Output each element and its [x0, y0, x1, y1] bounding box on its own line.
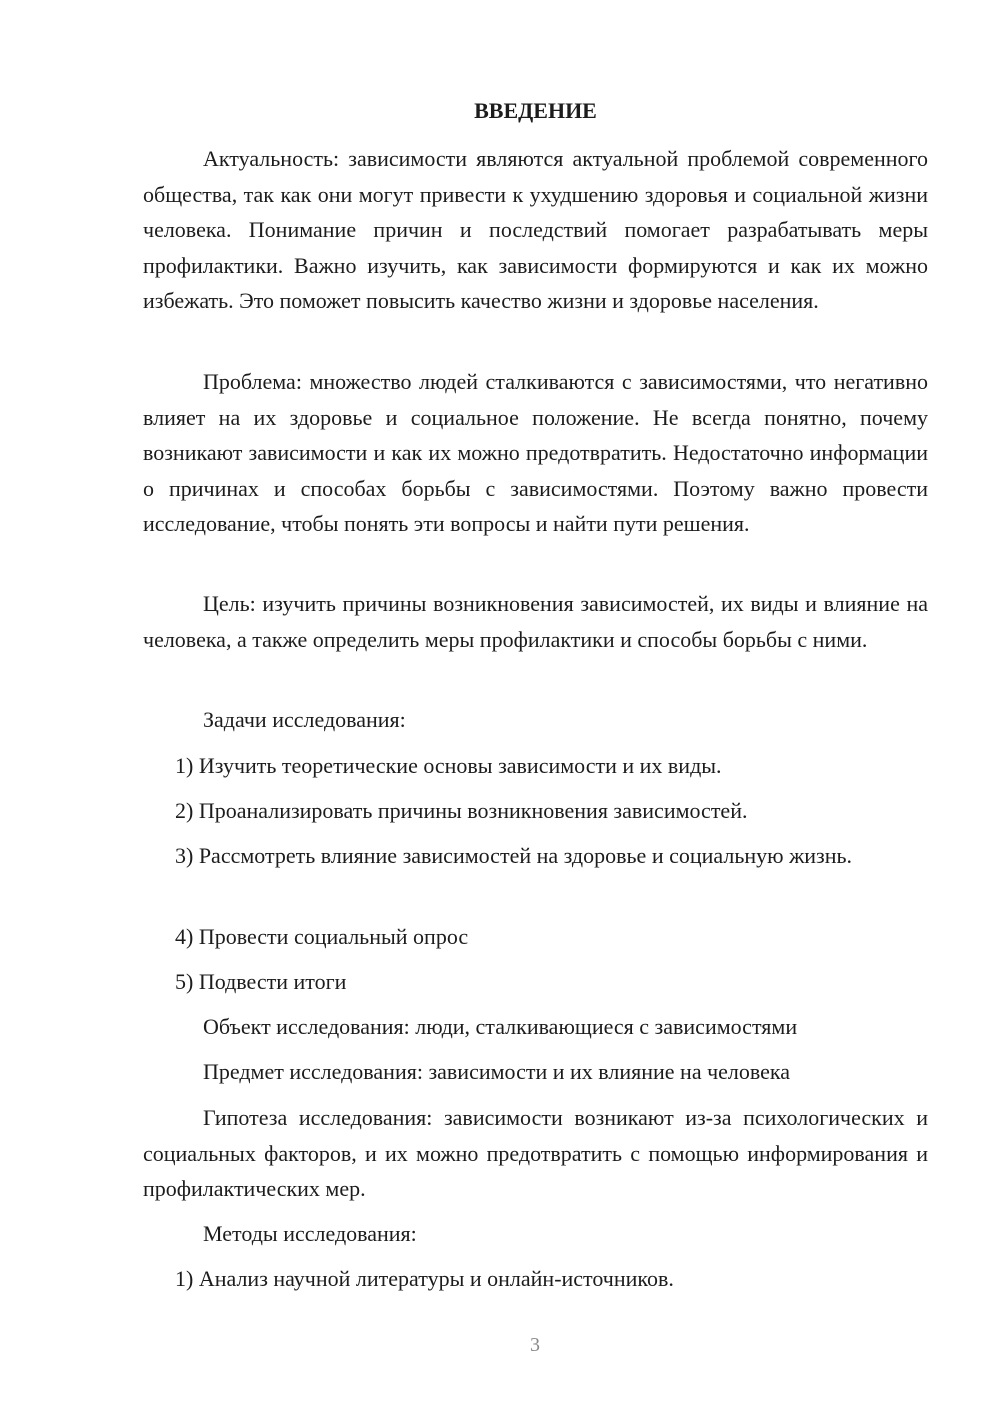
- problem-paragraph: Проблема: множество людей сталкиваются с зависимостями, что негативно влияет на их здоровье и социальное положение. Не всегда понятно, почему возникают зависимости и как их можно предотвратить. Недостаточно информации о причинах и способах борьбы с зависимостями. Поэтому важно провести исследование, чтобы понять эти вопросы и найти пути решения.: [143, 369, 928, 536]
- page-title: ВВЕДЕНИЕ: [474, 98, 597, 123]
- tasks-heading: Задачи исследования:: [203, 707, 406, 732]
- task-item-4: 4) Провести социальный опрос: [175, 924, 469, 949]
- task-item-2: 2) Проанализировать причины возникновения зависимостей.: [175, 798, 748, 823]
- relevance-paragraph: Актуальность: зависимости являются актуальной проблемой современного общества, так как они могут привести к ухудшению здоровья и социальной жизни человека. Понимание причин и последствий помогает разрабатывать меры профилактики. Важно изучить, как зависимости формируются и как их можно избежать. Это поможет повысить качество жизни и здоровье населения.: [143, 146, 928, 313]
- hypothesis-paragraph: Гипотеза исследования: зависимости возникают из-за психологических и социальных факторов, и их можно предотвратить с помощью информирования и профилактических мер.: [143, 1105, 928, 1201]
- task-item-1: 1) Изучить теоретические основы зависимости и их виды.: [175, 753, 722, 778]
- object-line: Объект исследования: люди, сталкивающиеся с зависимостями: [203, 1014, 798, 1039]
- method-item-1: 1) Анализ научной литературы и онлайн-источников.: [175, 1266, 674, 1291]
- page-number: 3: [530, 1334, 540, 1356]
- task-item-5: 5) Подвести итоги: [175, 969, 347, 994]
- task-item-3: 3) Рассмотреть влияние зависимостей на здоровье и социальную жизнь.: [175, 843, 853, 868]
- goal-paragraph: Цель: изучить причины возникновения зависимостей, их виды и влияние на человека, а также определить меры профилактики и способы борьбы с ними.: [143, 591, 928, 652]
- methods-heading: Методы исследования:: [203, 1221, 417, 1246]
- subject-line: Предмет исследования: зависимости и их влияние на человека: [203, 1059, 791, 1084]
